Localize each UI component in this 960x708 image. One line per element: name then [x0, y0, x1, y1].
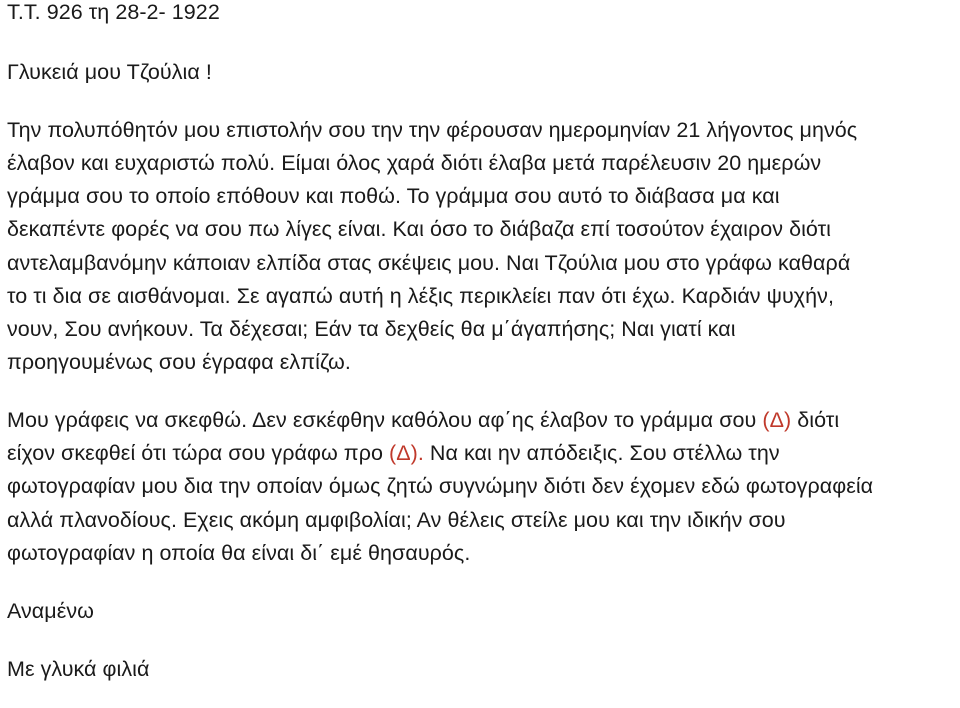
paragraph2-text: είχον σκεφθεί ότι τώρα σου γράφω προ [7, 441, 390, 465]
paragraph2-text: διότι [791, 408, 840, 432]
letter-greeting: Γλυκειά μου Τζούλια ! [7, 60, 212, 84]
letter-header: Τ.Τ. 926 τη 28-2- 1922 [7, 0, 220, 24]
paragraph1-line: Την πολυπόθητόν μου επιστολήν σου την την φέρουσαν ημερομηνίαν 21 λήγοντος μηνός [7, 118, 858, 142]
highlight-mark: (Δ) [762, 408, 792, 432]
paragraph1-line: προηγουμένως σου έγραφα ελπίζω. [7, 350, 351, 374]
paragraph1-line: νουν, Σου ανήκουν. Τα δέχεσαι; Εάν τα δεχθείς θα μ΄άγαπήσης; Ναι γιατί και [7, 317, 736, 341]
letter-waiting: Αναμένω [7, 599, 94, 623]
paragraph2-text: Να και ην απόδειξις. Σου στέλλω την [423, 441, 780, 465]
paragraph2-line: φωτογραφίαν η οποία θα είναι δι΄ εμέ θησαυρός. [7, 541, 471, 565]
highlight-mark: (Δ). [389, 441, 424, 465]
paragraph2-line: αλλά πλανοδίους. Εχεις ακόμη αμφιβολίαι; Αν θέλεις στείλε μου και την ιδικήν σου [7, 508, 786, 532]
paragraph1-line: αντελαμβανόμην κάποιαν ελπίδα στας σκέψεις μου. Ναι Τζούλια μου στο γράφω καθαρά [7, 251, 851, 275]
paragraph1-line: το τι δια σε αισθάνομαι. Σε αγαπώ αυτή η λέξις περικλείει παν ότι έχω. Καρδιάν ψυχήν, [7, 284, 834, 308]
letter-closing: Με γλυκά φιλιά [7, 657, 150, 681]
paragraph2-line [7, 438, 780, 468]
paragraph2-text: Μου γράφεις να σκεφθώ. Δεν εσκέφθην καθόλου αφ΄ης έλαβον το γράμμα σου [7, 408, 763, 432]
paragraph2-line: φωτογραφίαν μου δια την οποίαν όμως ζητώ συγνώμην διότι δεν έχομεν εδώ φωτογραφεία [7, 474, 874, 498]
paragraph1-line: γράμμα σου το οποίο επόθουν και ποθώ. Το γράμμα σου αυτό το διάβασα μα και [7, 184, 780, 208]
paragraph1-line: έλαβον και ευχαριστώ πολύ. Είμαι όλος χαρά διότι έλαβα μετά παρέλευσιν 20 ημερών [7, 151, 822, 175]
paragraph1-line: δεκαπέντε φορές να σου πω λίγες είναι. Και όσο το διάβαζα επί τοσούτον έχαιρον διότι [7, 217, 831, 241]
paragraph2-line [7, 405, 839, 435]
